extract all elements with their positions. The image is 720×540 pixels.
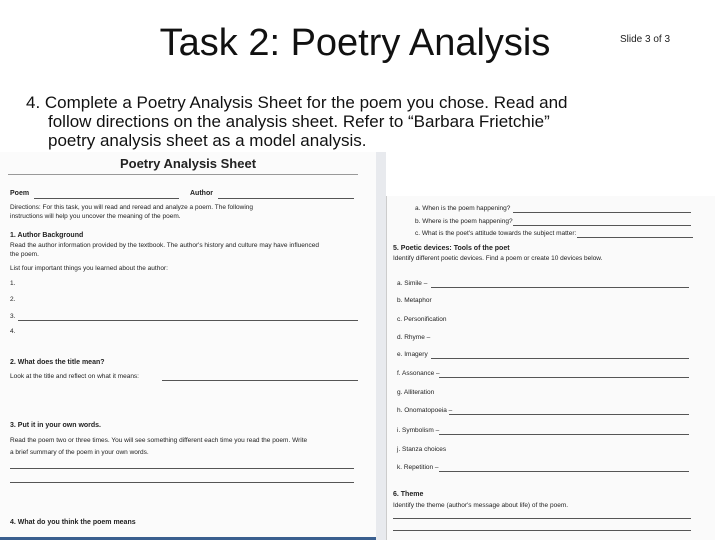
device-item: f. Assonance – xyxy=(397,370,440,377)
device-item: e. Imagery xyxy=(397,351,428,358)
section1-line: Read the author information provided by the textbook. The author's history and culture may have influenced xyxy=(10,242,319,249)
list-number: 2. xyxy=(10,296,16,303)
section5-line: Identify different poetic devices. Find a poem or create 10 devices below. xyxy=(393,255,603,262)
gap-strip xyxy=(376,152,386,540)
device-item: i. Symbolism – xyxy=(397,427,440,434)
section4-heading: 4. What do you think the poem means xyxy=(10,519,136,526)
poem-blank xyxy=(34,198,179,199)
section2-line: Look at the title and reflect on what it means: xyxy=(10,373,139,380)
question: a. When is the poem happening? xyxy=(415,205,511,212)
section1-line: List four important things you learned about the author: xyxy=(10,265,168,272)
answer-line xyxy=(431,287,689,288)
list-number: 4. xyxy=(10,328,16,335)
instruction-line: poetry analysis sheet as a model analysis. xyxy=(48,131,367,150)
section3-heading: 3. Put it in your own words. xyxy=(10,422,102,429)
section1-heading: 1. Author Background xyxy=(10,232,84,239)
answer-line xyxy=(439,471,689,472)
divider xyxy=(8,174,358,175)
section3-line: Read the poem two or three times. You will see something different each time you read the poem. Write xyxy=(10,437,308,444)
section5-heading: 5. Poetic devices: Tools of the poet xyxy=(393,245,510,252)
sheet-title: Poetry Analysis Sheet xyxy=(119,156,257,171)
section6-line: Identify the theme (author's message about life) of the poem. xyxy=(393,502,569,509)
question: b. Where is the poem happening? xyxy=(415,218,513,225)
answer-line xyxy=(439,377,689,378)
poem-label: Poem xyxy=(10,190,30,197)
device-item: d. Rhyme – xyxy=(397,334,431,341)
device-item: g. Alliteration xyxy=(397,389,435,396)
answer-line xyxy=(431,358,689,359)
answer-line xyxy=(513,212,691,213)
answer-line xyxy=(393,530,691,531)
answer-line xyxy=(393,518,691,519)
list-number: 1. xyxy=(10,280,16,287)
directions-line: instructions will help you uncover the meaning of the poem. xyxy=(10,213,181,220)
device-item: a. Simile – xyxy=(397,280,428,287)
slide-number: Slide 3 of 3 xyxy=(620,34,671,45)
section6-heading: 6. Theme xyxy=(393,491,424,498)
answer-line xyxy=(10,482,354,483)
instruction-line: follow directions on the analysis sheet. Refer to “Barbara Frietchie” xyxy=(48,112,550,131)
section3-line: a brief summary of the poem in your own words. xyxy=(10,449,149,456)
analysis-sheet-right xyxy=(386,196,715,540)
answer-line xyxy=(577,237,693,238)
slide-title: Task 2: Poetry Analysis xyxy=(159,22,551,64)
answer-line xyxy=(439,434,689,435)
section2-heading: 2. What does the title mean? xyxy=(10,359,105,366)
question: c. What is the poet's attitude towards the subject matter: xyxy=(415,230,577,237)
answer-line xyxy=(18,320,358,321)
answer-line xyxy=(162,380,358,381)
section1-line: the poem. xyxy=(10,251,39,258)
analysis-sheet-left xyxy=(0,152,377,540)
answer-line xyxy=(10,468,354,469)
device-item: h. Onomatopoeia – xyxy=(397,407,453,414)
author-blank xyxy=(218,198,354,199)
device-item: j. Stanza choices xyxy=(397,446,447,453)
instruction-line: 4. Complete a Poetry Analysis Sheet for the poem you chose. Read and xyxy=(26,93,568,112)
device-item: c. Personification xyxy=(397,316,447,323)
answer-line xyxy=(449,414,689,415)
directions-line: Directions: For this task, you will read and reread and analyze a poem. The following xyxy=(10,204,254,211)
device-item: k. Repetition – xyxy=(397,464,439,471)
list-number: 3. xyxy=(10,313,16,320)
author-label: Author xyxy=(190,190,213,197)
answer-line xyxy=(513,225,691,226)
instruction-text xyxy=(26,93,696,150)
device-item: b. Metaphor xyxy=(397,297,432,304)
